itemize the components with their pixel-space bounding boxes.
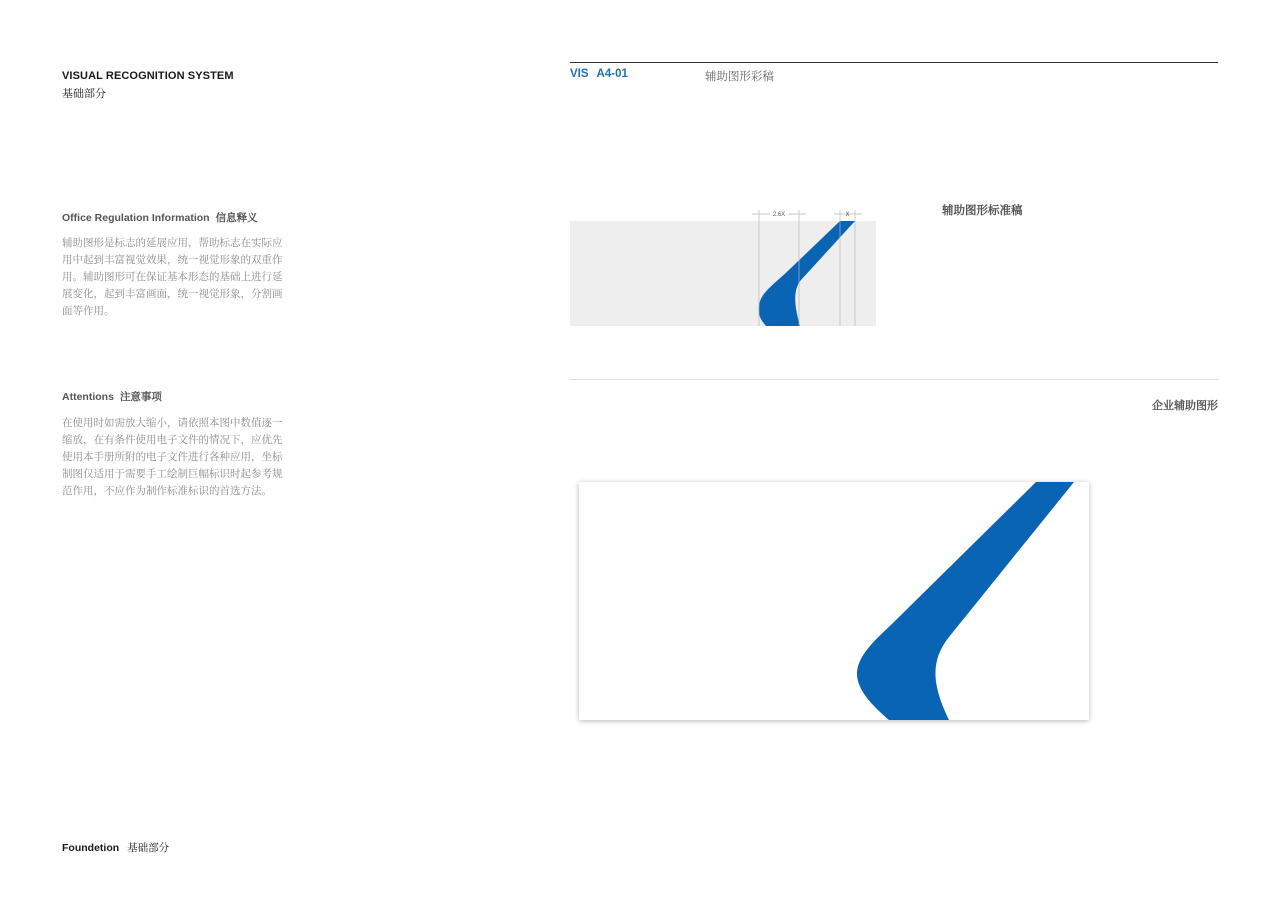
office-info-heading-en: Office Regulation Information	[62, 212, 210, 224]
vis-code: VIS	[570, 68, 589, 80]
office-info-heading	[62, 210, 258, 225]
standard-graphic-diagram	[566, 204, 886, 330]
page-number: A4-01	[596, 68, 628, 80]
corporate-graphic-title: 企业辅助图形	[1152, 400, 1218, 412]
attentions-body: 在使用时如需放大缩小，请依照本图中数值逐一缩放，在有条件使用电子文件的情况下，应优先使用本手册所附的电子文件进行各种应用，坐标制图仅适用于需要手工绘制巨幅标识时起参考规范作用，不应作为制作标准标识的首选方法。	[62, 417, 283, 497]
office-info-body: 辅助图形是标志的延展应用，帮助标志在实际应用中起到丰富视觉效果，统一视觉形象的双重作用。辅助图形可在保证基本形态的基础上进行延展变化，起到丰富画面，统一视觉形象，分割画面等作用。	[62, 237, 283, 317]
standard-graphic-title: 辅助图形标准稿	[942, 205, 1023, 217]
footer-label	[62, 840, 169, 855]
office-info-heading-cn: 信息释义	[215, 212, 258, 224]
system-subtitle: 基础部分	[62, 88, 106, 100]
attentions-heading	[62, 389, 162, 404]
mid-divider	[570, 379, 1218, 380]
top-divider	[570, 62, 1218, 63]
corporate-graphic-svg	[579, 482, 1089, 720]
page-code	[570, 68, 628, 80]
attentions-heading-en: Attentions	[62, 391, 114, 403]
page-label: 辅助图形彩稿	[705, 71, 774, 83]
system-title: VISUAL RECOGNITION SYSTEM	[62, 70, 234, 82]
corporate-graphic-card	[579, 482, 1089, 720]
dimension-label-narrow: X	[845, 212, 850, 218]
auxiliary-swoosh-large	[857, 482, 1074, 720]
footer-label-cn: 基础部分	[127, 842, 170, 854]
footer-label-en: Foundetion	[62, 842, 120, 854]
attentions-heading-cn: 注意事项	[119, 391, 162, 403]
dimension-label-wide: 2.6X	[772, 212, 786, 218]
